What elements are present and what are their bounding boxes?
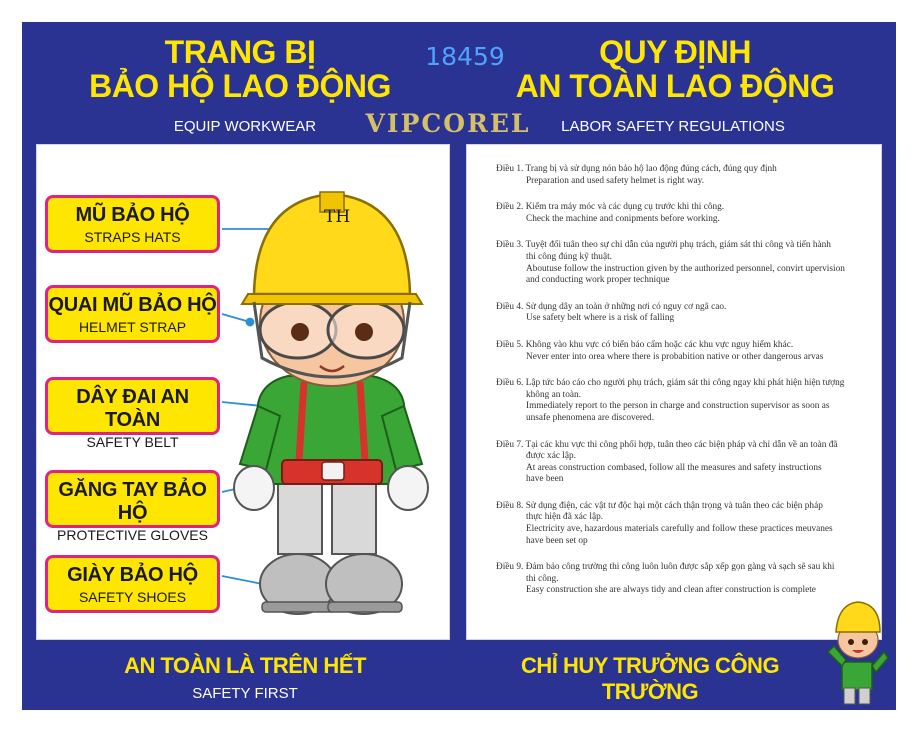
regulation-item xyxy=(496,164,858,187)
regulation-en: Electricity ave, hazardous materials carefully and follow these practices meuvanes xyxy=(526,524,833,535)
regulation-vi: Điều 6. Lập tức báo cáo cho người phụ trách, giám sát thi công ngay khi phát hiện hiện tượng xyxy=(496,378,845,389)
brand-watermark: VIPCOREL xyxy=(365,109,531,138)
regulation-vi: Điều 3. Tuyệt đối tuân theo sự chỉ dẫn của người phụ trách, giám sát thi công và tiến hành xyxy=(496,240,831,251)
equipment-label-vi: DÂY ĐAI AN TOÀN xyxy=(76,386,189,431)
equipment-label-gloves xyxy=(45,470,220,543)
regulation-en: Use safety belt where is a risk of falling xyxy=(526,313,675,324)
regulation-vi-cont: không an toàn. xyxy=(526,389,581,400)
regulation-vi: Điều 1. Trang bị và sử dụng nón bảo hộ lao động đúng cách, đúng quy định xyxy=(496,164,777,174)
equipment-label-helmet xyxy=(45,195,220,253)
equipment-label-vi: GIÀY BẢO HỘ xyxy=(67,564,198,586)
regulation-vi-cont: thi công. xyxy=(526,573,559,584)
regulation-item xyxy=(496,302,858,325)
regulations-list xyxy=(496,164,858,612)
regulation-en: Immediately report to the person in charge and construction supervisor as soon as xyxy=(526,401,830,412)
regulation-en-cont: and conducting work proper technique xyxy=(526,275,670,286)
equipment-label-helmet-strap xyxy=(45,285,220,343)
right-title-line1: QUY ĐỊNH xyxy=(599,34,751,70)
regulation-item xyxy=(496,562,858,597)
footer-left-title: AN TOÀN LÀ TRÊN HẾT xyxy=(124,653,366,678)
helmet-logo: TH xyxy=(324,207,351,227)
equipment-label-vi: GĂNG TAY BẢO HỘ xyxy=(58,479,207,524)
right-title xyxy=(490,36,860,103)
regulation-vi: Điều 4. Sử dụng dây an toàn ở những nơi có nguy cơ ngã cao. xyxy=(496,301,727,312)
regulation-vi: Điều 7. Tại các khu vực thi công phối hợp, tuân theo các biện pháp và chỉ dẫn về an toàn đã xyxy=(496,439,838,450)
equipment-label-safety-belt xyxy=(45,377,220,450)
product-code: 18459 xyxy=(425,42,505,71)
regulation-en: Never enter into orea where there is probabition native or other dangerous arvas xyxy=(526,351,824,362)
footer-right-title: CHỈ HUY TRƯỞNG CÔNG TRƯỜNG xyxy=(520,653,780,704)
regulation-vi: Điều 9. Đảm bảo công trường thi công luôn luôn được sắp xếp gọn gàng và sạch sẽ sau khi xyxy=(496,562,835,573)
equipment-label-vi: QUAI MŨ BẢO HỘ xyxy=(48,294,217,316)
regulation-en: Easy construction she are always tidy and clean after construction is complete xyxy=(526,585,816,596)
regulation-en: At areas construction combased, follow all the measures and safety instructions xyxy=(526,462,822,473)
regulation-item xyxy=(496,340,858,363)
left-title-line2: BẢO HỘ LAO ĐỘNG xyxy=(89,67,391,104)
regulation-en-cont: have been xyxy=(526,474,564,485)
equipment-label-en: HELMET STRAP xyxy=(78,319,187,335)
regulation-en: Preparation and used safety helmet is right way. xyxy=(526,175,705,186)
regulation-vi-cont: thi công đúng kỹ thuật. xyxy=(526,251,612,262)
regulation-en-cont: unsafe phenomena are discovered. xyxy=(526,412,655,423)
regulation-vi-cont: thực hiện đã xác lập. xyxy=(526,512,604,523)
left-subtitle: EQUIP WORKWEAR xyxy=(173,118,317,135)
regulation-item xyxy=(496,240,858,286)
regulation-en-cont: have been set op xyxy=(526,535,588,546)
right-title-line2: AN TOÀN LAO ĐỘNG xyxy=(515,67,835,104)
left-title-line1: TRANG BỊ xyxy=(164,34,316,70)
regulation-en: Aboutuse follow the instruction given by the authorized personnel, convirt upervision xyxy=(526,263,845,274)
equipment-label-shoes xyxy=(45,555,220,613)
regulation-vi: Điều 2. Kiểm tra máy móc và các dụng cụ trước khi thi công. xyxy=(496,202,725,213)
equipment-label-en: PROTECTIVE GLOVES xyxy=(57,527,208,543)
regulation-item xyxy=(496,440,858,486)
equipment-label-en: SAFETY BELT xyxy=(86,434,179,450)
regulation-item xyxy=(496,501,858,547)
regulation-en: Check the machine and conipments before working. xyxy=(526,213,720,224)
regulation-item xyxy=(496,202,858,225)
regulation-vi: Điều 8. Sử dụng điện, các vật tư độc hại một cách thận trọng và tuân theo các biện pháp xyxy=(496,500,823,511)
regulation-item xyxy=(496,378,858,424)
mascot-illustration xyxy=(822,600,892,712)
left-title xyxy=(60,36,420,103)
regulation-vi: Điều 5. Không vào khu vực có biển báo cấm hoặc các khu vực nguy hiểm khác. xyxy=(496,339,794,350)
equipment-label-vi: MŨ BẢO HỘ xyxy=(75,204,190,226)
equipment-label-en: SAFETY SHOES xyxy=(78,589,187,605)
right-subtitle: LABOR SAFETY REGULATIONS xyxy=(561,118,785,135)
equipment-label-en: STRAPS HATS xyxy=(84,229,181,245)
footer-left-subtitle: SAFETY FIRST xyxy=(192,685,298,702)
regulation-vi-cont: được xác lập. xyxy=(526,451,576,462)
